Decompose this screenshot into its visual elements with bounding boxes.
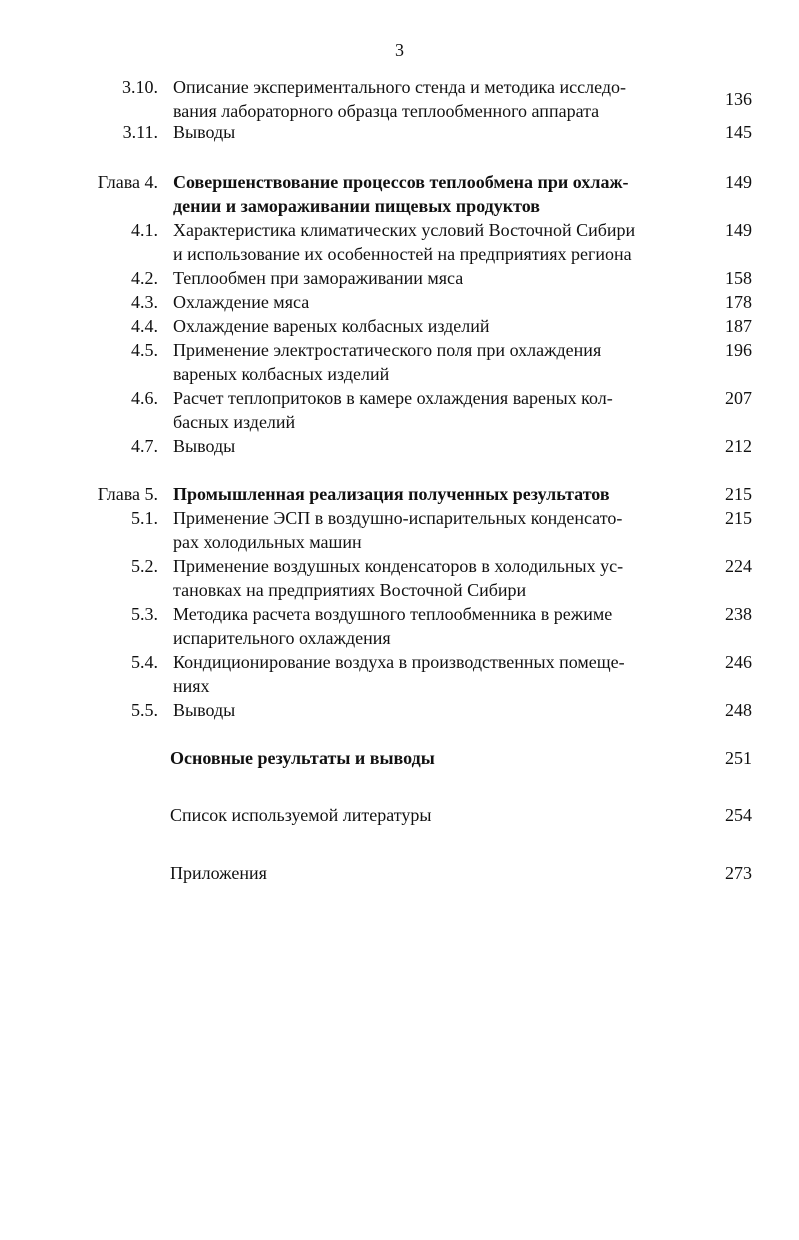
- chapter-number: Глава 4.: [97, 172, 158, 192]
- entry-title: Методика расчета воздушного теплообменника в режиме испарительного охлаждения: [173, 604, 613, 648]
- entry-title: Расчет теплопритоков в камере охлаждения вареных кол- басных изделий: [173, 388, 613, 432]
- entry-page: 178: [725, 292, 752, 312]
- entry-page: 246: [725, 652, 752, 672]
- entry-title: Теплообмен при замораживании мяса: [173, 268, 464, 288]
- entry-title: Выводы: [173, 122, 236, 142]
- entry-page: 136: [725, 89, 752, 109]
- entry-page: 254: [725, 805, 752, 825]
- entry-page: 196: [725, 340, 752, 360]
- chapter-title: Промышленная реализация полученных результатов: [173, 484, 610, 504]
- entry-title: Охлаждение вареных колбасных изделий: [173, 316, 490, 336]
- entry-title: Приложения: [170, 863, 267, 883]
- entry-number: 4.2.: [131, 268, 158, 288]
- entry-page: 187: [725, 316, 752, 336]
- entry-page: 149: [725, 220, 752, 240]
- page-number: 3: [395, 40, 404, 60]
- entry-title: Охлаждение мяса: [173, 292, 310, 312]
- entry-page: 251: [725, 748, 752, 768]
- entry-number: 5.3.: [131, 604, 158, 624]
- entry-title: Применение ЭСП в воздушно-испарительных конденсато- рах холодильных машин: [173, 508, 623, 552]
- entry-number: 4.1.: [131, 220, 158, 240]
- entry-page: 273: [725, 863, 752, 883]
- entry-page: 215: [725, 508, 752, 528]
- entry-title: Кондиционирование воздуха в производственных помеще- ниях: [173, 652, 625, 696]
- entry-title: Список используемой литературы: [170, 805, 432, 825]
- entry-number: 5.1.: [131, 508, 158, 528]
- entry-page: 158: [725, 268, 752, 288]
- entry-title: Описание экспериментального стенда и методика исследо- вания лабораторного образца теплообменного аппарата: [173, 77, 626, 121]
- entry-page: 207: [725, 388, 752, 408]
- entry-title: Применение электростатического поля при охлаждения вареных колбасных изделий: [173, 340, 602, 384]
- entry-title: Выводы: [173, 436, 236, 456]
- entry-page: 149: [725, 172, 752, 192]
- entry-number: 4.5.: [131, 340, 158, 360]
- entry-page: 145: [725, 122, 752, 142]
- entry-page: 215: [725, 484, 752, 504]
- entry-number: 5.5.: [131, 700, 158, 720]
- entry-number: 4.6.: [131, 388, 158, 408]
- entry-number: 3.10.: [122, 77, 158, 97]
- entry-number: 4.4.: [131, 316, 158, 336]
- entry-page: 248: [725, 700, 752, 720]
- entry-page: 224: [725, 556, 752, 576]
- chapter-title: Совершенствование процессов теплообмена при охлаж- дении и замораживании пищевых продуктов: [173, 172, 629, 216]
- entry-page: 212: [725, 436, 752, 456]
- entry-title: Характеристика климатических условий Восточной Сибири и использование их особенностей на предприятиях региона: [173, 220, 636, 264]
- entry-title: Выводы: [173, 700, 236, 720]
- entry-number: 4.3.: [131, 292, 158, 312]
- entry-title: Применение воздушных конденсаторов в холодильных ус- тановках на предприятиях Восточной Сибири: [173, 556, 624, 600]
- chapter-number: Глава 5.: [97, 484, 158, 504]
- entry-number: 5.2.: [131, 556, 158, 576]
- entry-page: 238: [725, 604, 752, 624]
- entry-number: 4.7.: [131, 436, 158, 456]
- entry-number: 5.4.: [131, 652, 158, 672]
- entry-number: 3.11.: [122, 122, 158, 142]
- entry-title: Основные результаты и выводы: [170, 748, 435, 768]
